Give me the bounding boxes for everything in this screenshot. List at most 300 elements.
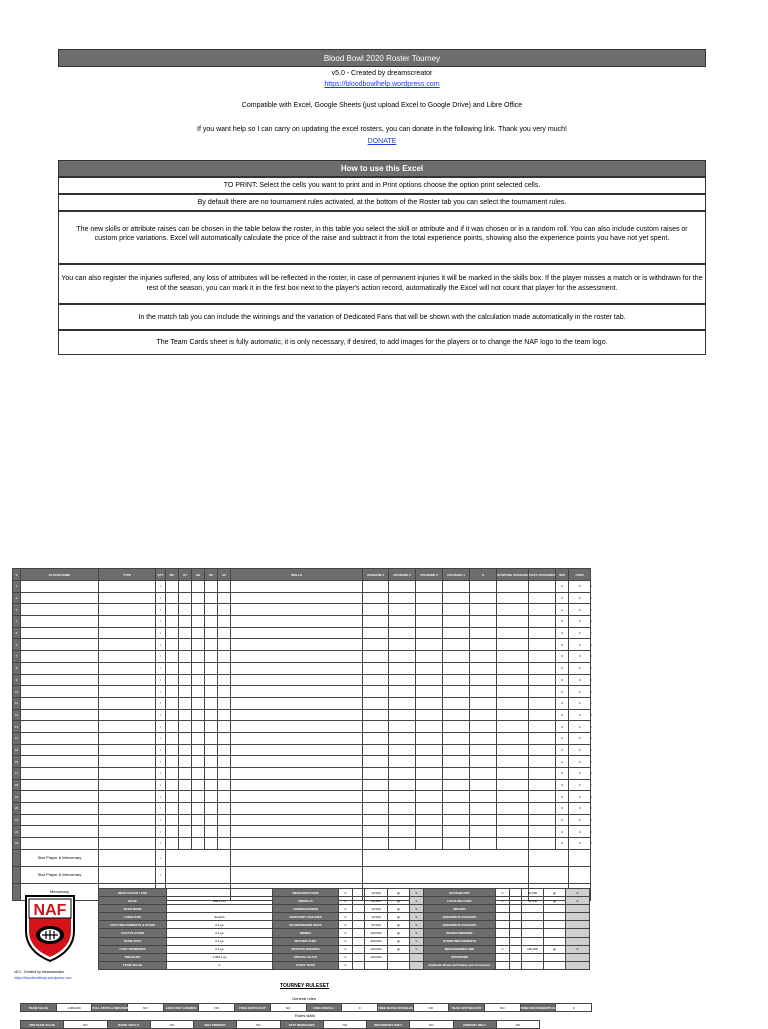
player-name-input[interactable]	[21, 721, 99, 733]
player-stat[interactable]	[166, 826, 179, 838]
player-cell[interactable]	[470, 639, 497, 651]
player-skills[interactable]	[231, 604, 363, 616]
player-stat[interactable]	[218, 791, 231, 803]
player-upgrade[interactable]	[443, 651, 470, 663]
rule-value[interactable]: NO	[496, 1021, 539, 1029]
star-type-select[interactable]	[99, 866, 156, 883]
player-stat[interactable]	[218, 604, 231, 616]
player-upgrade[interactable]	[416, 779, 443, 791]
player-upgrade[interactable]	[443, 662, 470, 674]
player-stat[interactable]	[205, 768, 218, 780]
player-skills[interactable]	[231, 616, 363, 628]
player-upgrade[interactable]	[389, 627, 416, 639]
player-stat[interactable]	[166, 768, 179, 780]
player-name-input[interactable]	[21, 791, 99, 803]
player-cell[interactable]	[497, 639, 529, 651]
player-type-select[interactable]	[99, 674, 156, 686]
player-stat[interactable]	[205, 756, 218, 768]
player-stat[interactable]	[179, 697, 192, 709]
player-cell[interactable]	[497, 744, 529, 756]
player-cell[interactable]	[528, 838, 555, 850]
player-upgrade[interactable]	[389, 697, 416, 709]
player-upgrade[interactable]	[416, 674, 443, 686]
player-stat[interactable]	[192, 838, 205, 850]
rule-value[interactable]: NO	[323, 1021, 366, 1029]
player-stat[interactable]	[166, 697, 179, 709]
player-upgrade[interactable]	[389, 721, 416, 733]
inducement-qty[interactable]	[496, 913, 510, 921]
player-cell[interactable]	[470, 814, 497, 826]
player-cell[interactable]	[497, 604, 529, 616]
player-upgrade[interactable]	[363, 674, 389, 686]
player-upgrade[interactable]	[389, 732, 416, 744]
player-skills[interactable]	[231, 838, 363, 850]
player-upgrade[interactable]	[389, 651, 416, 663]
player-upgrade[interactable]	[363, 592, 389, 604]
player-cell[interactable]	[497, 616, 529, 628]
player-stat[interactable]	[205, 803, 218, 815]
player-upgrade[interactable]	[443, 697, 470, 709]
player-cell[interactable]	[470, 686, 497, 698]
player-stat[interactable]	[179, 616, 192, 628]
player-cell[interactable]	[470, 662, 497, 674]
player-name-input[interactable]	[21, 604, 99, 616]
player-stat[interactable]	[179, 744, 192, 756]
player-stat[interactable]	[218, 686, 231, 698]
player-stat[interactable]	[218, 639, 231, 651]
player-name-input[interactable]	[21, 616, 99, 628]
player-upgrade[interactable]	[363, 814, 389, 826]
player-upgrade[interactable]	[389, 791, 416, 803]
player-type-select[interactable]	[99, 627, 156, 639]
player-stat[interactable]	[192, 627, 205, 639]
player-stat[interactable]	[179, 732, 192, 744]
player-skills[interactable]	[231, 732, 363, 744]
player-stat[interactable]	[192, 791, 205, 803]
rule-value[interactable]: NO	[128, 1004, 164, 1012]
inducement-qty[interactable]: 0	[339, 945, 353, 953]
inducement-qty[interactable]	[496, 961, 510, 969]
inducement-qty[interactable]	[496, 929, 510, 937]
player-stat[interactable]	[166, 721, 179, 733]
player-cell[interactable]	[497, 768, 529, 780]
rule-value[interactable]: NO	[410, 1021, 453, 1029]
player-skills[interactable]	[231, 744, 363, 756]
player-stat[interactable]	[179, 756, 192, 768]
player-upgrade[interactable]	[416, 662, 443, 674]
player-upgrade[interactable]	[363, 732, 389, 744]
player-stat[interactable]	[218, 697, 231, 709]
inducement-qty[interactable]: 0	[339, 897, 353, 905]
player-skills[interactable]	[231, 651, 363, 663]
player-upgrade[interactable]	[416, 791, 443, 803]
player-upgrade[interactable]	[416, 686, 443, 698]
player-type-select[interactable]	[99, 744, 156, 756]
inducement-qty[interactable]: 0	[339, 905, 353, 913]
player-upgrade[interactable]	[443, 616, 470, 628]
player-upgrade[interactable]	[416, 756, 443, 768]
player-type-select[interactable]	[99, 651, 156, 663]
player-cell[interactable]	[528, 627, 555, 639]
player-stat[interactable]	[166, 814, 179, 826]
player-stat[interactable]	[166, 744, 179, 756]
player-cell[interactable]	[470, 779, 497, 791]
player-skills[interactable]	[231, 779, 363, 791]
player-upgrade[interactable]	[363, 744, 389, 756]
player-type-select[interactable]	[99, 768, 156, 780]
team-info-value[interactable]	[167, 889, 273, 897]
player-skills[interactable]	[231, 592, 363, 604]
player-stat[interactable]	[179, 838, 192, 850]
player-upgrade[interactable]	[363, 697, 389, 709]
player-upgrade[interactable]	[443, 814, 470, 826]
player-upgrade[interactable]	[416, 814, 443, 826]
inducement-qty[interactable]: 0	[339, 953, 353, 961]
player-name-input[interactable]	[21, 662, 99, 674]
player-upgrade[interactable]	[363, 627, 389, 639]
player-cell[interactable]	[497, 686, 529, 698]
player-cell[interactable]	[497, 627, 529, 639]
player-upgrade[interactable]	[389, 814, 416, 826]
player-upgrade[interactable]	[389, 674, 416, 686]
player-upgrade[interactable]	[389, 826, 416, 838]
player-upgrade[interactable]	[443, 756, 470, 768]
player-skills[interactable]	[231, 709, 363, 721]
player-name-input[interactable]	[21, 814, 99, 826]
player-upgrade[interactable]	[363, 604, 389, 616]
player-cell[interactable]	[497, 581, 529, 593]
player-upgrade[interactable]	[443, 686, 470, 698]
player-upgrade[interactable]	[363, 686, 389, 698]
player-stat[interactable]	[205, 744, 218, 756]
inducement-qty[interactable]: 0	[496, 945, 510, 953]
player-cell[interactable]	[528, 721, 555, 733]
player-upgrade[interactable]	[363, 826, 389, 838]
player-stat[interactable]	[192, 826, 205, 838]
player-cell[interactable]	[528, 709, 555, 721]
player-cell[interactable]	[497, 662, 529, 674]
player-stat[interactable]	[218, 721, 231, 733]
player-upgrade[interactable]	[416, 651, 443, 663]
player-upgrade[interactable]	[416, 697, 443, 709]
player-upgrade[interactable]	[389, 744, 416, 756]
player-upgrade[interactable]	[363, 791, 389, 803]
player-skills[interactable]	[231, 697, 363, 709]
player-skills[interactable]	[231, 768, 363, 780]
player-cell[interactable]	[528, 651, 555, 663]
player-cell[interactable]	[470, 721, 497, 733]
player-stat[interactable]	[192, 768, 205, 780]
player-stat[interactable]	[218, 768, 231, 780]
player-cell[interactable]	[470, 791, 497, 803]
player-stat[interactable]	[179, 803, 192, 815]
player-stat[interactable]	[192, 779, 205, 791]
player-skills[interactable]	[231, 814, 363, 826]
player-stat[interactable]	[192, 803, 205, 815]
player-type-select[interactable]	[99, 581, 156, 593]
player-upgrade[interactable]	[389, 662, 416, 674]
player-skills[interactable]	[231, 826, 363, 838]
player-stat[interactable]	[218, 779, 231, 791]
player-cell[interactable]	[528, 592, 555, 604]
player-type-select[interactable]	[99, 592, 156, 604]
player-upgrade[interactable]	[389, 592, 416, 604]
player-upgrade[interactable]	[389, 686, 416, 698]
player-upgrade[interactable]	[363, 779, 389, 791]
player-upgrade[interactable]	[443, 838, 470, 850]
rule-value[interactable]: 0	[556, 1004, 592, 1012]
player-stat[interactable]	[205, 709, 218, 721]
star-type-select[interactable]	[99, 849, 156, 866]
player-type-select[interactable]	[99, 616, 156, 628]
player-upgrade[interactable]	[416, 604, 443, 616]
player-stat[interactable]	[205, 686, 218, 698]
player-upgrade[interactable]	[363, 662, 389, 674]
player-type-select[interactable]	[99, 791, 156, 803]
player-cell[interactable]	[470, 709, 497, 721]
player-stat[interactable]	[192, 616, 205, 628]
player-upgrade[interactable]	[389, 838, 416, 850]
player-upgrade[interactable]	[443, 639, 470, 651]
player-stat[interactable]	[179, 604, 192, 616]
player-stat[interactable]	[205, 651, 218, 663]
player-stat[interactable]	[166, 662, 179, 674]
star-skills[interactable]	[231, 849, 363, 866]
inducement-qty[interactable]: 0	[339, 889, 353, 897]
player-upgrade[interactable]	[389, 581, 416, 593]
player-stat[interactable]	[205, 581, 218, 593]
player-upgrade[interactable]	[363, 651, 389, 663]
player-cell[interactable]	[497, 791, 529, 803]
player-stat[interactable]	[205, 838, 218, 850]
rule-value[interactable]: NO	[270, 1004, 306, 1012]
player-cell[interactable]	[497, 732, 529, 744]
player-upgrade[interactable]	[363, 768, 389, 780]
player-cell[interactable]	[528, 686, 555, 698]
player-cell[interactable]	[528, 756, 555, 768]
player-cell[interactable]	[470, 756, 497, 768]
player-cell[interactable]	[470, 826, 497, 838]
inducement-qty[interactable]	[496, 937, 510, 945]
player-cell[interactable]	[528, 826, 555, 838]
player-stat[interactable]	[192, 697, 205, 709]
player-skills[interactable]	[231, 627, 363, 639]
rule-value[interactable]: NO	[413, 1004, 449, 1012]
player-name-input[interactable]	[21, 803, 99, 815]
player-upgrade[interactable]	[363, 803, 389, 815]
player-stat[interactable]	[166, 581, 179, 593]
player-stat[interactable]	[166, 616, 179, 628]
inducement-qty[interactable]: 0	[339, 921, 353, 929]
player-upgrade[interactable]	[416, 803, 443, 815]
player-type-select[interactable]	[99, 639, 156, 651]
player-stat[interactable]	[166, 709, 179, 721]
player-upgrade[interactable]	[443, 791, 470, 803]
player-cell[interactable]	[470, 838, 497, 850]
player-stat[interactable]	[179, 814, 192, 826]
team-info-value[interactable]: English	[167, 913, 273, 921]
player-skills[interactable]	[231, 581, 363, 593]
player-skills[interactable]	[231, 791, 363, 803]
player-upgrade[interactable]	[363, 756, 389, 768]
player-upgrade[interactable]	[443, 744, 470, 756]
player-cell[interactable]	[497, 756, 529, 768]
player-stat[interactable]	[205, 592, 218, 604]
player-stat[interactable]	[166, 756, 179, 768]
player-stat[interactable]	[179, 662, 192, 674]
player-skills[interactable]	[231, 803, 363, 815]
player-stat[interactable]	[166, 803, 179, 815]
donate-link[interactable]: DONATE	[367, 138, 397, 145]
player-skills[interactable]	[231, 662, 363, 674]
player-upgrade[interactable]	[416, 627, 443, 639]
player-name-input[interactable]	[21, 697, 99, 709]
player-stat[interactable]	[218, 814, 231, 826]
inducement-qty[interactable]	[496, 953, 510, 961]
player-stat[interactable]	[192, 756, 205, 768]
player-name-input[interactable]	[21, 826, 99, 838]
player-name-input[interactable]	[21, 581, 99, 593]
player-cell[interactable]	[528, 744, 555, 756]
player-stat[interactable]	[166, 732, 179, 744]
player-upgrade[interactable]	[363, 639, 389, 651]
player-stat[interactable]	[192, 592, 205, 604]
inducement-qty[interactable]: 0	[339, 913, 353, 921]
player-name-input[interactable]	[21, 709, 99, 721]
player-cell[interactable]	[497, 592, 529, 604]
player-type-select[interactable]	[99, 756, 156, 768]
player-stat[interactable]	[218, 592, 231, 604]
player-upgrade[interactable]	[443, 674, 470, 686]
player-type-select[interactable]	[99, 838, 156, 850]
player-name-input[interactable]	[21, 639, 99, 651]
player-upgrade[interactable]	[443, 627, 470, 639]
player-upgrade[interactable]	[443, 592, 470, 604]
player-upgrade[interactable]	[363, 709, 389, 721]
player-cell[interactable]	[470, 627, 497, 639]
player-cell[interactable]	[470, 732, 497, 744]
player-name-input[interactable]	[21, 651, 99, 663]
player-name-input[interactable]	[21, 674, 99, 686]
player-name-input[interactable]	[21, 686, 99, 698]
player-stat[interactable]	[166, 604, 179, 616]
player-upgrade[interactable]	[443, 604, 470, 616]
player-stat[interactable]	[205, 639, 218, 651]
player-cell[interactable]	[528, 768, 555, 780]
player-cell[interactable]	[528, 791, 555, 803]
player-upgrade[interactable]	[363, 616, 389, 628]
player-stat[interactable]	[192, 604, 205, 616]
player-upgrade[interactable]	[416, 732, 443, 744]
inducement-qty[interactable]	[496, 905, 510, 913]
player-upgrade[interactable]	[416, 838, 443, 850]
player-cell[interactable]	[528, 732, 555, 744]
player-upgrade[interactable]	[389, 779, 416, 791]
player-stat[interactable]	[179, 709, 192, 721]
player-upgrade[interactable]	[389, 756, 416, 768]
player-cell[interactable]	[528, 604, 555, 616]
player-cell[interactable]	[497, 651, 529, 663]
player-cell[interactable]	[470, 604, 497, 616]
inducement-qty[interactable]	[496, 921, 510, 929]
player-stat[interactable]	[179, 674, 192, 686]
player-upgrade[interactable]	[443, 709, 470, 721]
player-cell[interactable]	[528, 674, 555, 686]
player-type-select[interactable]	[99, 721, 156, 733]
player-stat[interactable]	[166, 651, 179, 663]
player-type-select[interactable]	[99, 709, 156, 721]
player-stat[interactable]	[218, 651, 231, 663]
player-upgrade[interactable]	[389, 604, 416, 616]
player-stat[interactable]	[179, 581, 192, 593]
player-name-input[interactable]	[21, 756, 99, 768]
player-cell[interactable]	[470, 803, 497, 815]
player-cell[interactable]	[470, 697, 497, 709]
rule-value[interactable]: NO	[484, 1004, 520, 1012]
player-stat[interactable]	[166, 639, 179, 651]
player-type-select[interactable]	[99, 697, 156, 709]
player-upgrade[interactable]	[363, 581, 389, 593]
player-skills[interactable]	[231, 674, 363, 686]
player-name-input[interactable]	[21, 592, 99, 604]
player-cell[interactable]	[470, 768, 497, 780]
player-stat[interactable]	[166, 686, 179, 698]
player-upgrade[interactable]	[416, 639, 443, 651]
player-stat[interactable]	[218, 616, 231, 628]
team-info-value[interactable]: Black Orc	[167, 897, 273, 905]
player-cell[interactable]	[497, 803, 529, 815]
player-stat[interactable]	[179, 651, 192, 663]
player-upgrade[interactable]	[416, 721, 443, 733]
player-stat[interactable]	[166, 779, 179, 791]
player-stat[interactable]	[179, 627, 192, 639]
player-stat[interactable]	[179, 779, 192, 791]
player-stat[interactable]	[205, 616, 218, 628]
player-name-input[interactable]	[21, 732, 99, 744]
player-stat[interactable]	[205, 627, 218, 639]
player-type-select[interactable]	[99, 779, 156, 791]
player-stat[interactable]	[218, 627, 231, 639]
player-upgrade[interactable]	[389, 616, 416, 628]
player-stat[interactable]	[166, 627, 179, 639]
rule-value[interactable]: 0	[342, 1004, 378, 1012]
inducement-qty[interactable]: 0	[496, 897, 510, 905]
player-stat[interactable]	[218, 709, 231, 721]
player-stat[interactable]	[205, 732, 218, 744]
player-upgrade[interactable]	[443, 732, 470, 744]
player-stat[interactable]	[205, 721, 218, 733]
player-type-select[interactable]	[99, 732, 156, 744]
player-cell[interactable]	[528, 803, 555, 815]
player-cell[interactable]	[470, 592, 497, 604]
player-name-input[interactable]	[21, 768, 99, 780]
player-stat[interactable]	[179, 592, 192, 604]
player-cell[interactable]	[528, 639, 555, 651]
player-stat[interactable]	[192, 814, 205, 826]
player-upgrade[interactable]	[389, 768, 416, 780]
player-cell[interactable]	[470, 651, 497, 663]
inducement-qty[interactable]: 0	[339, 937, 353, 945]
player-stat[interactable]	[166, 838, 179, 850]
player-cell[interactable]	[470, 744, 497, 756]
player-upgrade[interactable]	[389, 639, 416, 651]
player-skills[interactable]	[231, 756, 363, 768]
player-stat[interactable]	[218, 756, 231, 768]
player-name-input[interactable]	[21, 744, 99, 756]
player-type-select[interactable]	[99, 604, 156, 616]
player-type-select[interactable]	[99, 826, 156, 838]
player-stat[interactable]	[192, 662, 205, 674]
